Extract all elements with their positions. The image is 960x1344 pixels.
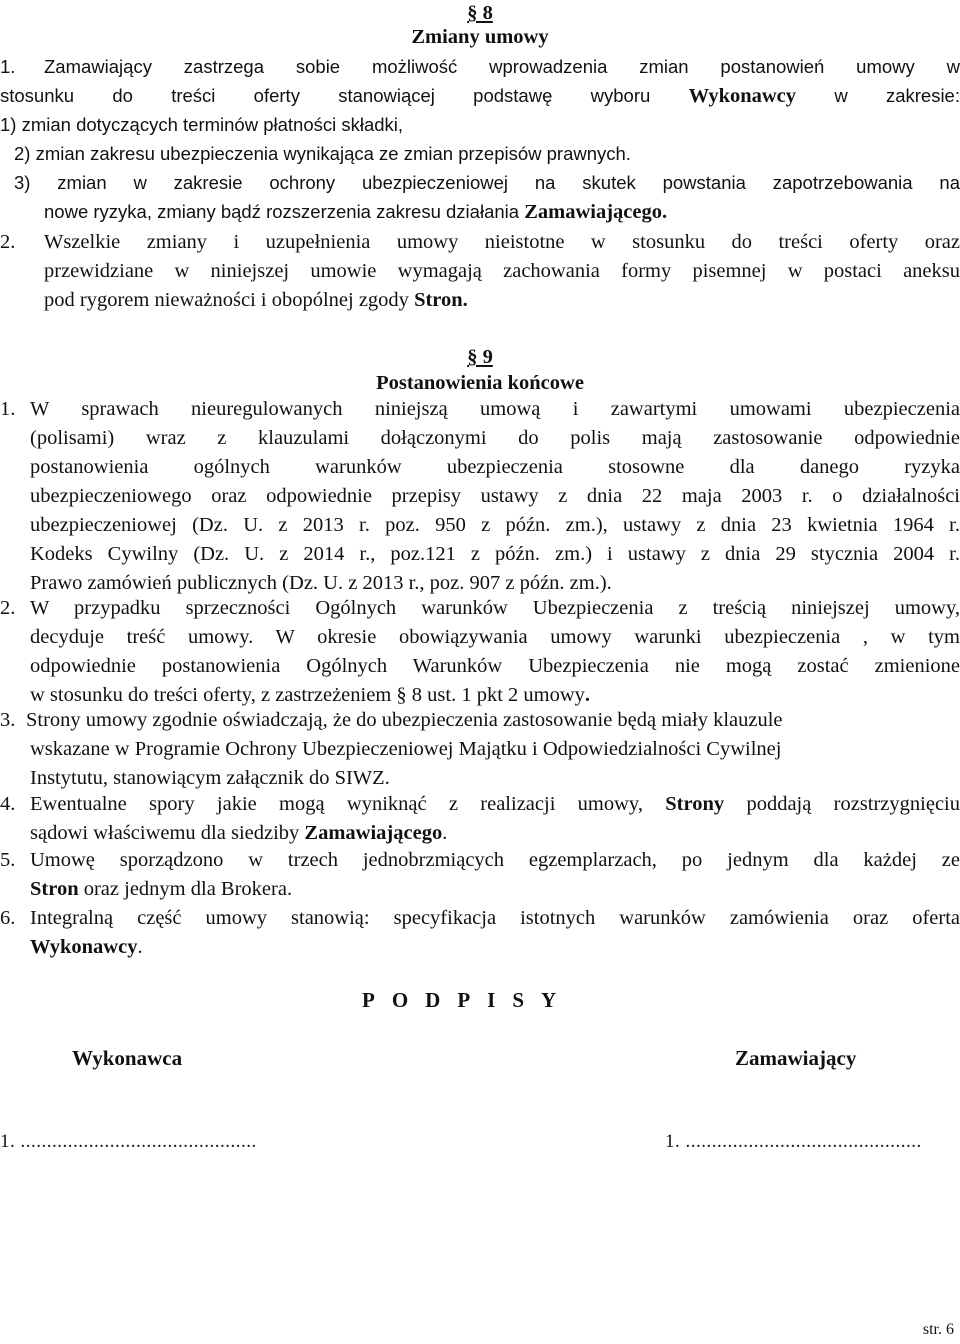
text-line: pod rygorem nieważności i obopólnej zgody Stron. xyxy=(44,289,468,311)
client-signature-line: 1. ............................................. xyxy=(665,1131,922,1152)
text-line: Integralną część umowy stanowią: specyfikacja istotnych warunków zamówienia oraz oferta xyxy=(30,907,960,929)
paragraph-number: 2. xyxy=(0,597,16,619)
text-line: ubezpieczeniowego oraz odpowiednie przepisy ustawy z dnia 22 maja 2003 r. o działalności xyxy=(30,485,960,507)
text-line: Ewentualne spory jakie mogą wyniknąć z realizacji umowy, Strony poddają rozstrzygnięciu xyxy=(30,793,960,815)
text-line: sądowi właściwemu dla siedziby Zamawiającego. xyxy=(30,822,448,844)
text-line: stosunku do treści oferty stanowiącej podstawę wyboru Wykonawcy w zakresie: xyxy=(0,85,960,107)
section-9-paragraph-1 xyxy=(0,395,960,598)
section-9-title: Postanowienia końcowe xyxy=(376,372,584,394)
section-9-paragraph-2 xyxy=(0,594,960,710)
text-line: Stron oraz jednym dla Brokera. xyxy=(30,878,293,900)
contractor-label: Wykonawca xyxy=(72,1046,183,1070)
text-line: odpowiednie postanowienia Ogólnych Warunków Ubezpieczenia nie mogą zostać zmienione xyxy=(30,655,960,677)
page-number: str. 6 xyxy=(922,1321,954,1338)
section-9-paragraph-4 xyxy=(0,790,960,848)
text-line: wskazane w Programie Ochrony Ubezpieczeniowej Majątku i Odpowiedzialności Cywilnej xyxy=(30,738,782,760)
text-line: postanowienia ogólnych warunków ubezpieczenia stosowne dla danego ryzyka xyxy=(30,456,960,478)
paragraph-number: 3. xyxy=(0,709,16,731)
section-9-paragraph-6 xyxy=(0,904,960,962)
section-9-paragraph-3 xyxy=(0,706,960,793)
text-line: W sprawach nieuregulowanych niniejszą umową i zawartymi umowami ubezpieczenia xyxy=(30,398,960,420)
list-item: 3) zmian w zakresie ochrony ubezpieczeniowej na skutek powstania zapotrzebowania na xyxy=(14,172,960,193)
list-item: 1) zmian dotyczących terminów płatności składki, xyxy=(0,114,404,135)
paragraph-number: 6. xyxy=(0,907,16,929)
text-line: Strony umowy zgodnie oświadczają, że do ubezpieczenia zastosowanie będą miały klauzule xyxy=(26,709,783,731)
list-item: nowe ryzyka, zmiany bądź rozszerzenia zakresu działania Zamawiającego. xyxy=(44,201,668,223)
text-line: ubezpieczeniowej (Dz. U. z 2013 r. poz. 950 z późn. zm.), ustawy z dnia 23 kwietnia 1964 r. xyxy=(30,514,960,536)
text-line: decyduje treść umowy. W okresie obowiązywania umowy warunki ubezpieczenia , w tym xyxy=(30,626,960,648)
paragraph-number: 1. xyxy=(0,398,16,420)
paragraph-number: 2. xyxy=(0,231,16,253)
text-line: Instytutu, stanowiącym załącznik do SIWZ. xyxy=(30,767,390,789)
section-8-paragraph-1 xyxy=(0,52,960,226)
list-item: 2) zmian zakresu ubezpieczenia wynikająca ze zmian przepisów prawnych. xyxy=(14,143,631,164)
text-line: W przypadku sprzeczności Ogólnych warunków Ubezpieczenia z treścią niniejszej umowy, xyxy=(30,597,960,619)
text-line: Kodeks Cywilny (Dz. U. z 2014 r., poz.121 z późn. zm.) i ustawy z dnia 29 stycznia 2004 r. xyxy=(30,543,960,565)
text-line: Umowę sporządzono w trzech jednobrzmiących egzemplarzach, po jednym dla każdej ze xyxy=(30,849,960,871)
section-8-mark: § 8 xyxy=(467,2,493,24)
text-line: Zamawiający zastrzega sobie możliwość wprowadzenia zmian postanowień umowy w xyxy=(44,56,960,77)
text-line: (polisami) wraz z klauzulami dołączonymi do polis mają zastosowanie odpowiednie xyxy=(30,427,960,449)
paragraph-number: 1. xyxy=(0,56,16,77)
section-9-paragraph-5 xyxy=(0,846,960,904)
paragraph-number: 5. xyxy=(0,849,16,871)
section-8-paragraph-2 xyxy=(0,228,960,315)
section-8-title: Zmiany umowy xyxy=(411,26,549,48)
section-9-mark: § 9 xyxy=(467,346,493,368)
text-line: w stosunku do treści oferty, z zastrzeżeniem § 8 ust. 1 pkt 2 umowy. xyxy=(30,684,591,706)
text-line: Wszelkie zmiany i uzupełnienia umowy nieistotne w stosunku do treści oferty oraz xyxy=(44,231,960,253)
text-line: Wykonawcy. xyxy=(30,936,143,958)
signatures-heading: P O D P I S Y xyxy=(362,988,557,1012)
client-label: Zamawiający xyxy=(735,1046,857,1070)
text-line: Prawo zamówień publicznych (Dz. U. z 2013 r., poz. 907 z późn. zm.). xyxy=(30,572,612,594)
paragraph-number: 4. xyxy=(0,793,16,815)
contractor-signature-line: 1. ............................................. xyxy=(0,1131,257,1152)
text-line: przewidziane w niniejszej umowie wymagają zachowania formy pisemnej w postaci aneksu xyxy=(44,260,960,282)
